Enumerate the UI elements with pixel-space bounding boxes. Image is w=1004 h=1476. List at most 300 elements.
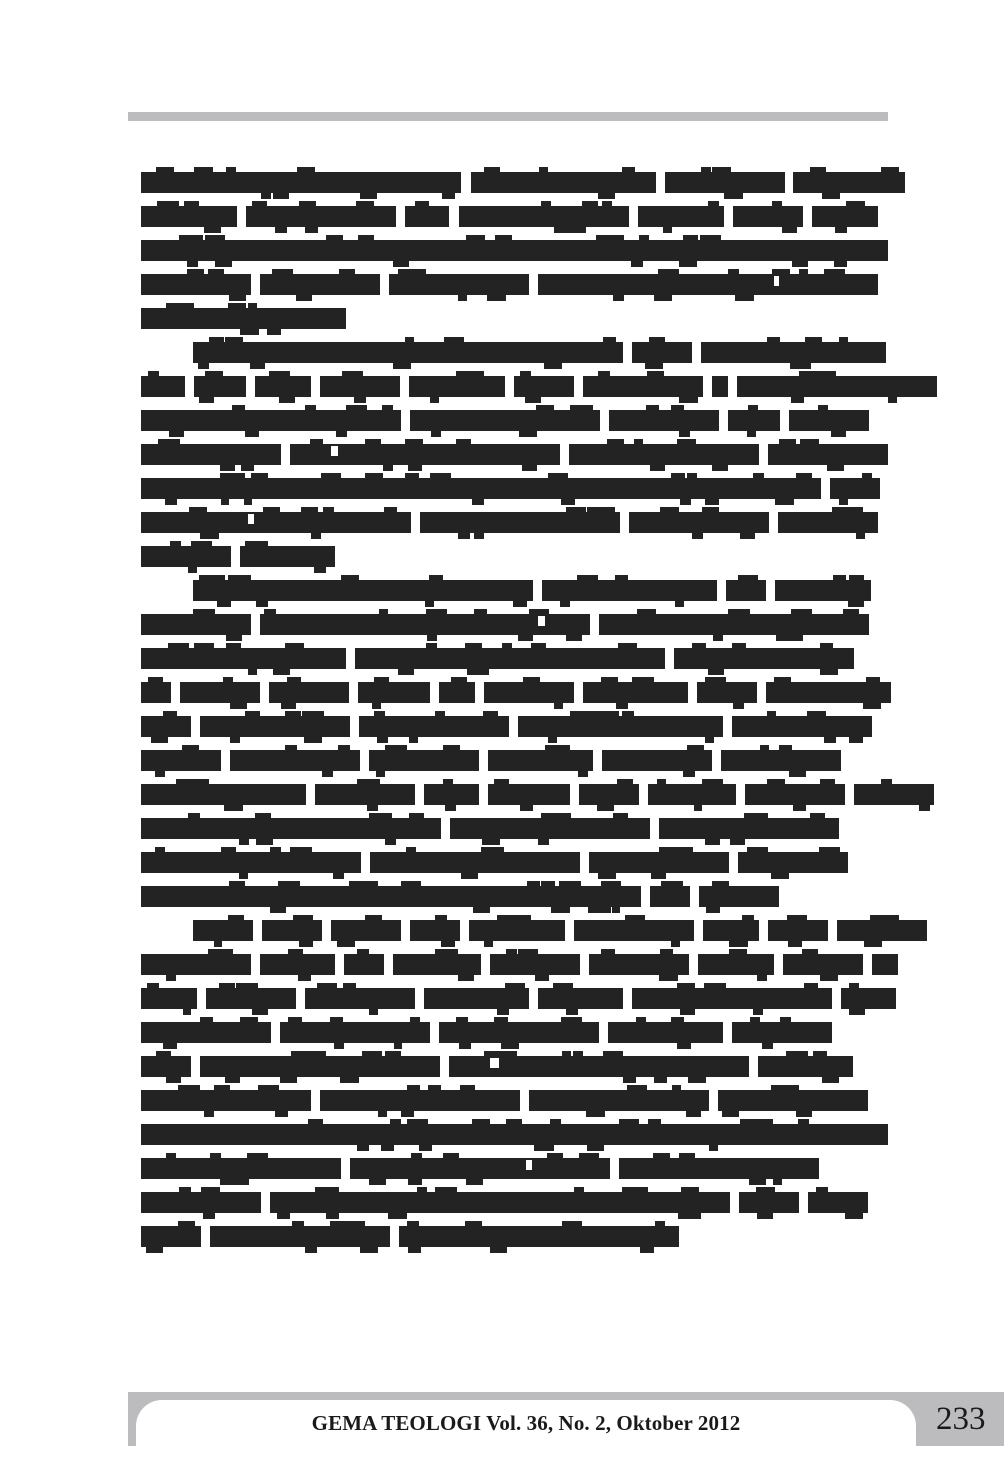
redaction-descender [623, 1077, 636, 1083]
redaction-descender [820, 975, 838, 981]
redaction-ascender [647, 371, 664, 376]
redaction-bar [701, 342, 886, 363]
word-gap [461, 172, 471, 193]
word-gap [769, 512, 778, 533]
redaction-descender [839, 499, 848, 505]
redaction-ascender [166, 1153, 176, 1158]
word-gap [728, 376, 737, 397]
redaction-bar [389, 274, 529, 295]
redaction-descender [146, 1247, 163, 1253]
redaction-ascender [774, 677, 791, 682]
redaction-ascender [603, 337, 616, 342]
redaction-ascender [632, 677, 654, 682]
redaction-bar [488, 750, 593, 771]
redacted-text-line [141, 376, 888, 397]
redaction-descender [169, 431, 184, 437]
redaction-ascender [708, 201, 719, 206]
redacted-text-line [141, 920, 888, 941]
redaction-descender [834, 261, 847, 267]
redaction-notch [490, 1058, 499, 1068]
redaction-descender [705, 839, 720, 845]
redaction-descender [586, 1111, 605, 1117]
redaction-descender [538, 839, 549, 845]
redaction-descender [827, 465, 844, 471]
redaction-descender [261, 193, 271, 199]
redaction-ascender [428, 1085, 441, 1090]
redaction-descender [796, 1111, 812, 1117]
redaction-bar [450, 818, 650, 839]
redaction-ascender [270, 847, 281, 852]
word-gap [565, 920, 574, 941]
redaction-ascender [219, 983, 235, 988]
word-gap [237, 206, 246, 227]
redaction-ascender [742, 915, 754, 920]
redaction-descender [544, 363, 559, 369]
redaction-ascender [252, 201, 267, 206]
redaction-descender [399, 261, 409, 267]
redaction-descender [790, 363, 807, 369]
redacted-text-line [141, 274, 888, 295]
redacted-text-line [141, 308, 888, 329]
redaction-ascender [796, 473, 812, 478]
word-gap [335, 954, 344, 975]
redaction-ascender [365, 881, 378, 886]
redaction-descender [793, 805, 806, 811]
redaction-descender [788, 941, 802, 947]
redacted-text-line [141, 172, 888, 193]
word-gap [623, 988, 632, 1009]
redaction-bar [538, 988, 623, 1009]
redacted-text-line [141, 1056, 888, 1077]
body-text-block [141, 172, 888, 1260]
redaction-bar [331, 920, 401, 941]
redaction-ascender [813, 1051, 827, 1056]
redaction-ascender [548, 473, 568, 478]
redaction-descender [569, 227, 586, 233]
redaction-ascender [481, 847, 502, 852]
word-gap [529, 274, 538, 295]
redaction-descender [240, 329, 259, 335]
word-gap [832, 988, 841, 1009]
redaction-bar [739, 1192, 799, 1213]
redaction-ascender [288, 949, 303, 954]
redaction-ascender [681, 1187, 699, 1192]
redaction-ascender [349, 881, 365, 886]
redaction-ascender [556, 745, 570, 750]
redaction-descender [408, 1179, 422, 1185]
redaction-ascender [660, 507, 679, 512]
redaction-ascender [671, 473, 685, 478]
redaction-ascender [232, 405, 245, 410]
redaction-descender [708, 669, 724, 675]
redaction-bar [141, 206, 237, 227]
redaction-ascender [779, 439, 796, 444]
word-gap [712, 750, 721, 771]
redaction-ascender [771, 1085, 786, 1090]
redaction-ascender [385, 745, 407, 750]
redaction-bar [697, 682, 757, 703]
redaction-ascender [547, 1153, 563, 1158]
word-gap [692, 342, 701, 363]
redaction-bar [783, 954, 863, 975]
redaction-bar [194, 376, 246, 397]
word-gap [641, 886, 650, 907]
redaction-ascender [301, 507, 318, 512]
redaction-descender [369, 1009, 378, 1015]
word-gap [481, 954, 490, 975]
redaction-ascender [415, 201, 429, 206]
redaction-ascender [827, 371, 836, 376]
redaction-descender [762, 1043, 773, 1049]
redaction-ascender [881, 167, 899, 172]
redaction-descender [587, 1145, 602, 1151]
redaction-descender [561, 499, 575, 505]
redaction-descender [487, 295, 506, 301]
redaction-ascender [740, 1119, 760, 1124]
redaction-ascender [365, 915, 382, 920]
redaction-ascender [299, 201, 316, 206]
redacted-text-line [141, 342, 888, 363]
redaction-descender [518, 635, 533, 641]
redaction-bar [141, 1158, 341, 1179]
redaction-bar [837, 920, 927, 941]
redaction-bar [141, 614, 251, 635]
word-gap [509, 716, 518, 737]
redaction-bar [409, 376, 505, 397]
redaction-ascender [753, 473, 764, 478]
redaction-descender [712, 465, 728, 471]
redaction-ascender [780, 1017, 791, 1022]
redaction-descender [467, 873, 478, 879]
word-gap [479, 750, 488, 771]
redaction-ascender [430, 473, 451, 478]
redaction-descender [337, 941, 355, 947]
redaction-ascender [636, 1017, 646, 1022]
redaction-ascender [170, 541, 181, 546]
redaction-bar [789, 410, 869, 431]
redaction-ascender [805, 337, 822, 342]
redaction-ascender [182, 745, 199, 750]
redaction-bar [808, 1192, 868, 1213]
word-gap [306, 784, 315, 805]
redaction-descender [388, 1213, 407, 1219]
redaction-ascender [263, 507, 280, 512]
redaction-descender [663, 227, 672, 233]
redaction-ascender [356, 201, 374, 206]
redaction-ascender [653, 1153, 670, 1158]
redaction-ascender [474, 609, 487, 614]
redaction-ascender [631, 1187, 648, 1192]
redaction-bar [359, 716, 509, 737]
redaction-descender [277, 1213, 290, 1219]
redaction-descender [217, 601, 231, 607]
redaction-bar [608, 1022, 723, 1043]
redaction-ascender [683, 235, 698, 240]
redaction-ascender [148, 677, 163, 682]
redaction-bar [583, 682, 688, 703]
redaction-ascender [147, 983, 159, 988]
redaction-ascender [258, 1085, 279, 1090]
redaction-bar [141, 988, 197, 1009]
redaction-bar [726, 580, 766, 601]
word-gap [785, 172, 793, 193]
redaction-ascender [405, 337, 414, 342]
redaction-descender [551, 907, 570, 913]
redaction-descender [245, 431, 259, 437]
redaction-ascender [541, 881, 555, 886]
redaction-bar [659, 818, 839, 839]
redaction-bar [206, 988, 296, 1009]
redaction-bar [141, 512, 411, 533]
redaction-descender [692, 533, 703, 539]
redaction-bar [529, 1090, 709, 1111]
redaction-descender [679, 261, 697, 267]
redaction-ascender [160, 439, 179, 444]
redaction-ascender [687, 745, 700, 750]
redaction-ascender [291, 1051, 308, 1056]
redaction-ascender [407, 1085, 420, 1090]
redaction-descender [232, 805, 243, 811]
word-gap [396, 206, 405, 227]
redaction-ascender [798, 1119, 809, 1124]
redaction-bar [141, 172, 461, 193]
redaction-descender [864, 941, 882, 947]
redaction-ascender [518, 949, 538, 954]
redaction-ascender [330, 1017, 343, 1022]
redaction-ascender [226, 167, 236, 172]
word-gap [411, 512, 420, 533]
redaction-ascender [223, 677, 233, 682]
redaction-ascender [634, 439, 643, 444]
redaction-descender [519, 431, 537, 437]
redaction-ascender [460, 1085, 475, 1090]
redaction-ascender [205, 235, 225, 240]
redaction-bar [141, 546, 231, 567]
redaction-ascender [802, 949, 818, 954]
redaction-ascender [178, 1221, 195, 1226]
redaction-ascender [639, 235, 649, 240]
word-gap [361, 852, 370, 873]
redaction-ascender [804, 983, 818, 988]
redaction-ascender [435, 915, 447, 920]
redaction-bar [141, 1090, 311, 1111]
redaction-ascender [825, 269, 839, 274]
redaction-descender [203, 1213, 215, 1219]
redaction-bar [569, 444, 759, 465]
word-gap [460, 920, 469, 941]
redaction-ascender [346, 405, 367, 410]
redaction-ascender [851, 507, 863, 512]
redaction-ascender [659, 847, 679, 852]
word-gap [570, 784, 579, 805]
redaction-ascender [193, 609, 203, 614]
redaction-descender [654, 295, 672, 301]
redaction-notch [526, 1160, 532, 1170]
redaction-ascender [384, 507, 397, 512]
redaction-ascender [799, 269, 808, 274]
redacted-text-line [141, 444, 888, 465]
redaction-descender [357, 1145, 369, 1151]
redaction-ascender [671, 1017, 684, 1022]
redaction-bar [490, 954, 580, 975]
redaction-ascender [818, 405, 828, 410]
redaction-ascender [227, 473, 245, 478]
word-gap [346, 648, 355, 669]
page-footer [128, 1392, 1004, 1448]
redaction-descender [270, 907, 286, 913]
redaction-descender [612, 907, 620, 913]
redaction-ascender [799, 371, 820, 376]
word-gap [271, 1022, 280, 1043]
redaction-ascender [732, 643, 746, 648]
redaction-bar [141, 1056, 191, 1077]
redaction-ascender [435, 949, 457, 954]
redaction-bar [280, 1022, 430, 1043]
redaction-ascender [362, 1051, 382, 1056]
redaction-descender [740, 295, 754, 301]
redaction-ascender [210, 1153, 221, 1158]
word-gap [774, 954, 783, 975]
redaction-ascender [649, 337, 665, 342]
redaction-descender [466, 1179, 483, 1185]
redaction-descender [782, 227, 797, 233]
redaction-descender [747, 431, 756, 437]
word-gap [529, 988, 538, 1009]
redaction-descender [824, 737, 836, 743]
redaction-descender [340, 1077, 359, 1083]
word-gap [380, 274, 389, 295]
redaction-descender [560, 601, 570, 607]
redaction-bar [459, 206, 629, 227]
word-gap [185, 376, 194, 397]
word-gap [759, 920, 768, 941]
redaction-descender [548, 737, 557, 743]
redaction-descender [654, 1077, 667, 1083]
redaction-bar [210, 1226, 390, 1247]
redaction-ascender [186, 235, 203, 240]
redaction-descender [705, 499, 719, 505]
redaction-descender [183, 1009, 191, 1015]
redaction-ascender [406, 847, 416, 852]
word-gap [251, 954, 260, 975]
redaction-descender [163, 1043, 177, 1049]
redaction-bar [737, 376, 937, 397]
redaction-descender [200, 533, 213, 539]
redaction-bar [200, 716, 350, 737]
redaction-bar [766, 682, 891, 703]
redaction-descender [706, 907, 720, 913]
redaction-bar [193, 920, 253, 941]
redaction-descender [273, 669, 290, 675]
redaction-descender [408, 1247, 421, 1253]
redaction-ascender [787, 915, 807, 920]
redaction-ascender [601, 677, 618, 682]
redacted-text-line [141, 750, 888, 771]
word-gap [620, 512, 629, 533]
redaction-descender [831, 431, 846, 437]
redaction-descender [650, 465, 665, 471]
redaction-ascender [357, 949, 369, 954]
word-gap [736, 784, 745, 805]
redaction-ascender [385, 1051, 401, 1056]
word-gap [430, 682, 439, 703]
redaction-ascender [290, 847, 312, 852]
paragraph-indent [141, 580, 193, 601]
redaction-bar [141, 274, 251, 295]
word-gap [390, 1226, 399, 1247]
redaction-ascender [786, 1051, 808, 1056]
redaction-ascender [582, 201, 598, 206]
redaction-ascender [832, 507, 852, 512]
redaction-descender [360, 193, 377, 199]
redaction-ascender [692, 643, 706, 648]
word-gap [845, 784, 854, 805]
redacted-text-line [141, 512, 888, 533]
redaction-ascender [456, 439, 471, 444]
word-gap [724, 206, 733, 227]
redaction-descender [314, 567, 326, 573]
redacted-text-line [141, 682, 888, 703]
redaction-ascender [557, 813, 571, 818]
redaction-ascender [756, 1187, 775, 1192]
redaction-descender [199, 397, 214, 403]
redacted-text-line [141, 1124, 888, 1145]
redaction-descender [713, 635, 723, 641]
redaction-descender [835, 227, 847, 233]
word-gap [221, 750, 230, 771]
redacted-text-line [141, 614, 888, 635]
redaction-descender [229, 295, 246, 301]
redaction-ascender [401, 881, 421, 886]
word-gap [780, 410, 789, 431]
redaction-descender [226, 635, 242, 641]
redaction-bar [141, 852, 361, 873]
redaction-descender [578, 771, 588, 777]
redacted-text-line [141, 1022, 888, 1043]
redacted-text-line [141, 852, 888, 873]
redaction-bar [518, 716, 723, 737]
redaction-ascender [881, 779, 892, 784]
redaction-ascender [194, 167, 213, 172]
redaction-descender [757, 1213, 773, 1219]
redaction-ascender [779, 745, 792, 750]
redaction-descender [256, 601, 268, 607]
redaction-ascender [155, 847, 165, 852]
redaction-descender [304, 737, 322, 743]
redaction-ascender [285, 643, 304, 648]
redaction-bar [728, 410, 780, 431]
paragraph [141, 342, 888, 567]
redacted-text-line [141, 206, 888, 227]
redaction-bar [424, 988, 529, 1009]
redaction-ascender [374, 711, 385, 716]
word-gap [311, 376, 320, 397]
redacted-text-line [141, 1226, 888, 1247]
redaction-descender [230, 703, 247, 709]
redaction-ascender [661, 881, 683, 886]
redacted-text-line [141, 648, 888, 669]
redaction-bar [745, 784, 845, 805]
redaction-bar [583, 376, 703, 397]
redaction-descender [724, 193, 743, 199]
redaction-descender [729, 941, 748, 947]
redaction-descender [749, 1179, 766, 1185]
redaction-bar [699, 886, 779, 907]
redaction-ascender [849, 575, 864, 580]
redaction-ascender [701, 167, 711, 172]
word-gap [296, 988, 305, 1009]
redaction-ascender [523, 677, 540, 682]
